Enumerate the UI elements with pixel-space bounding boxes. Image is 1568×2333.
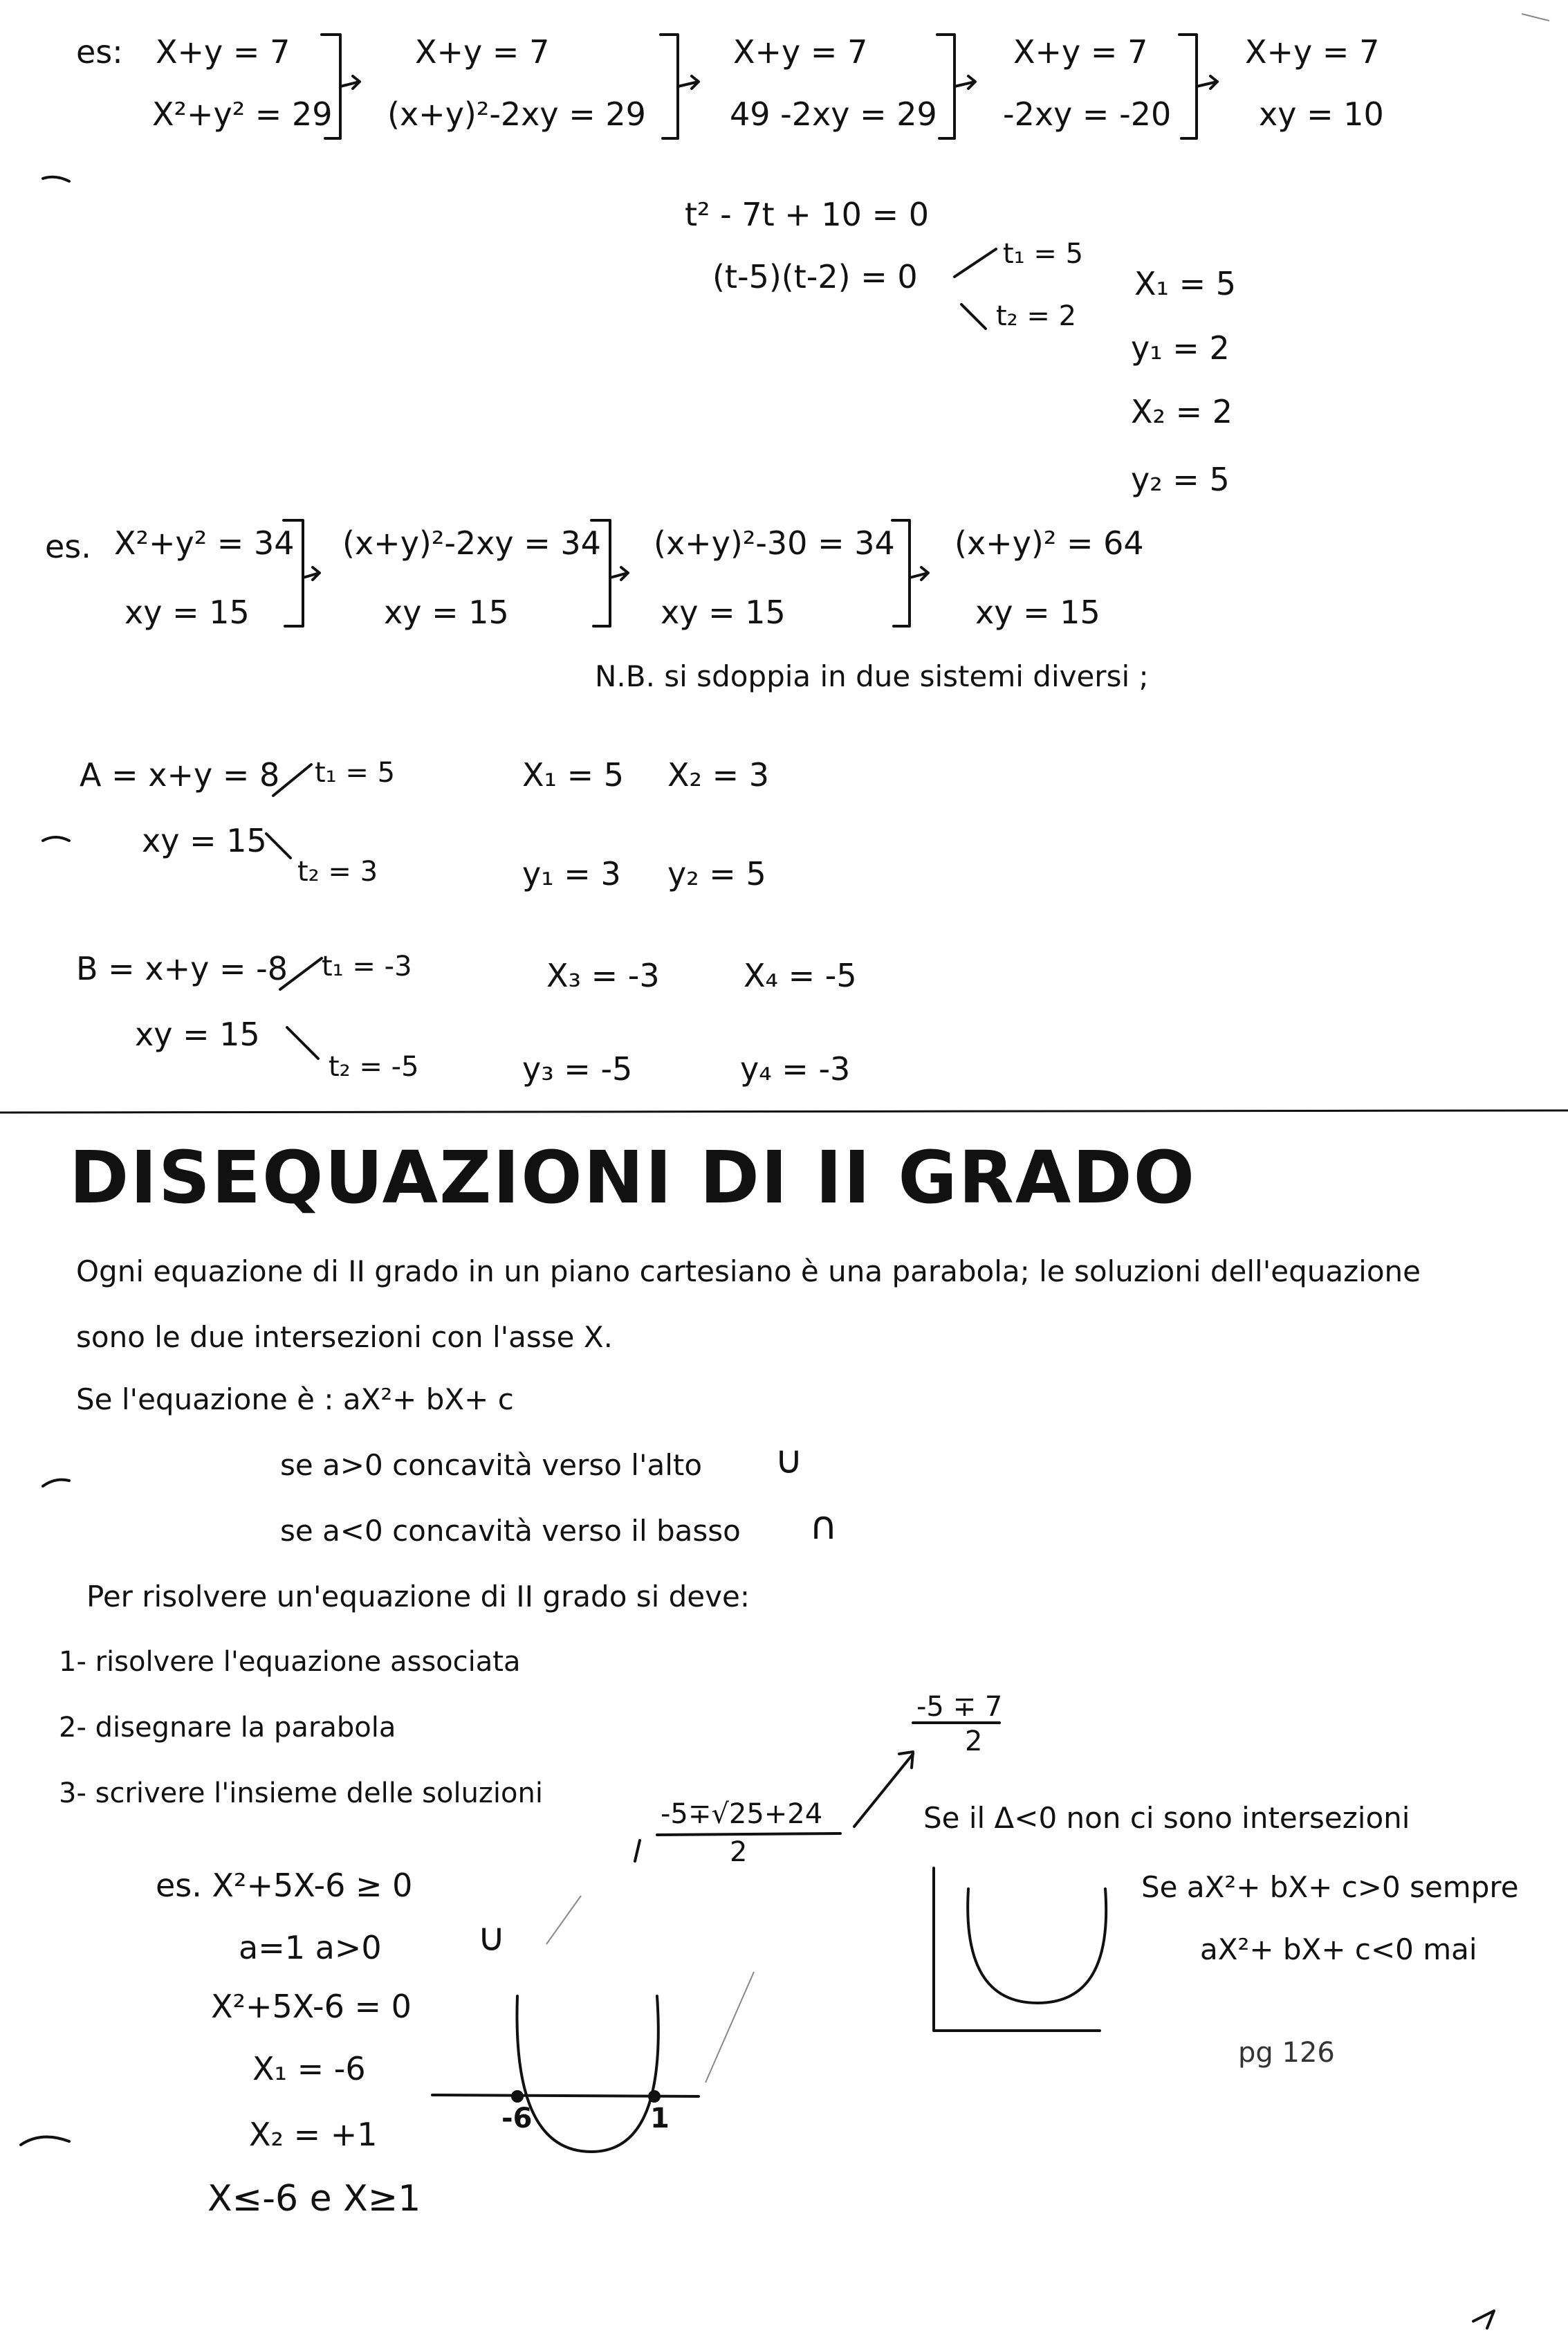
example-a-line: a=1 a>0 xyxy=(239,1929,382,1966)
ex1-s5-eq1: X+y = 7 xyxy=(1245,33,1380,71)
ex2-B-eq1: B = x+y = -8 xyxy=(76,950,288,987)
ex2-B-y3: y₃ = -5 xyxy=(522,1050,633,1088)
ex2-B-eq2: xy = 15 xyxy=(135,1016,260,1053)
cup-up-icon: ∪ xyxy=(775,1438,803,1483)
ex2-B-t1: t₁ = -3 xyxy=(322,951,412,982)
frac-arrow xyxy=(854,1752,913,1827)
root-label-right: 1 xyxy=(650,2103,670,2134)
example-inequality: es. X²+5X-6 ≥ 0 xyxy=(156,1867,413,1904)
delta-note: Se il Δ<0 non ci sono intersezioni xyxy=(923,1801,1410,1835)
example-associated-eq: X²+5X-6 = 0 xyxy=(211,1988,412,2025)
ex2-label: es. xyxy=(45,528,91,565)
ex1-quadratic: t² - 7t + 10 = 0 xyxy=(685,196,929,233)
example-result: X≤-6 e X≥1 xyxy=(207,2178,421,2220)
ex1-s4-eq2: -2xy = -20 xyxy=(1003,95,1172,133)
ex2-s4-eq1: (x+y)² = 64 xyxy=(954,524,1144,562)
ex2-A-y1: y₁ = 3 xyxy=(522,855,621,893)
branch-down-1 xyxy=(961,304,986,329)
ex2-A-eq1: A = x+y = 8 xyxy=(80,756,280,794)
ex1-t1: t₁ = 5 xyxy=(1003,238,1084,270)
ex2-A-t2: t₂ = 3 xyxy=(297,856,378,888)
steps-intro: Per risolvere un'equazione di II grado si deve: xyxy=(86,1580,750,1613)
always-positive: Se aX²+ bX+ c>0 sempre xyxy=(1141,1870,1519,1904)
ex1-x1: X₁ = 5 xyxy=(1134,265,1237,302)
cup-down-icon: ∩ xyxy=(809,1503,838,1548)
ex1-s2-eq1: X+y = 7 xyxy=(415,33,550,71)
ex1-s1-eq2: X²+y² = 29 xyxy=(152,95,333,133)
fraction-top-numerator: -5 ∓ 7 xyxy=(916,1691,1003,1723)
a-positive-rule: se a>0 concavità verso l'alto xyxy=(280,1448,703,1482)
stray-line-2 xyxy=(546,1896,581,1944)
frac-tick-left xyxy=(635,1840,640,1861)
ex2-A-eq2: xy = 15 xyxy=(142,822,267,859)
fraction-mid-denominator: 2 xyxy=(730,1836,748,1868)
intro-line-2: sono le due intersezioni con l'asse X. xyxy=(76,1320,613,1354)
x-axis-example xyxy=(432,2095,699,2096)
ex2-A-t1: t₁ = 5 xyxy=(315,757,396,789)
ex2-A-x2: X₂ = 3 xyxy=(667,756,770,794)
step-3: 3- scrivere l'insieme delle soluzioni xyxy=(59,1777,543,1809)
ex1-y2: y₂ = 5 xyxy=(1131,461,1230,498)
root-label-left: -6 xyxy=(501,2103,533,2134)
ex1-label: es: xyxy=(76,33,123,71)
step-1: 1- risolvere l'equazione associata xyxy=(59,1646,521,1678)
ex2-B-y4: y₄ = -3 xyxy=(740,1050,851,1088)
corner-mark-top xyxy=(1522,14,1549,21)
branch-down-B xyxy=(287,1027,318,1059)
arrow-3 xyxy=(954,76,975,89)
ex1-y1: y₁ = 2 xyxy=(1131,329,1230,367)
ex1-factored: (t-5)(t-2) = 0 xyxy=(712,258,918,295)
a-negative-rule: se a<0 concavità verso il basso xyxy=(280,1514,741,1548)
intro-line-1: Ogni equazione di II grado in un piano cartesiano è una parabola; le soluzioni dell'equazione xyxy=(76,1254,1421,1288)
arrow-7 xyxy=(910,567,928,580)
ex1-s3-eq2: 49 -2xy = 29 xyxy=(730,95,937,133)
step-2: 2- disegnare la parabola xyxy=(59,1712,396,1744)
section-title: DISEQUAZIONI DI II GRADO xyxy=(69,1135,1197,1220)
ex1-x2: X₂ = 2 xyxy=(1131,393,1233,430)
delta-parabola xyxy=(968,1889,1106,2003)
example-x2: X₂ = +1 xyxy=(249,2116,378,2153)
delta-axis xyxy=(934,1868,1100,2031)
page-reference: pg 126 xyxy=(1238,2037,1335,2069)
example-parabola xyxy=(517,1996,658,2152)
never-negative: aX²+ bX+ c<0 mai xyxy=(1200,1932,1477,1966)
ex2-B-x3: X₃ = -3 xyxy=(546,957,660,994)
stray-line xyxy=(705,1972,754,2083)
branch-down-A xyxy=(266,834,290,858)
ex2-A-x1: X₁ = 5 xyxy=(522,756,625,794)
root-point-right xyxy=(648,2090,661,2103)
example-x1: X₁ = -6 xyxy=(252,2050,366,2087)
ex2-B-x4: X₄ = -5 xyxy=(744,957,857,994)
example-cup-icon: ∪ xyxy=(477,1915,506,1960)
arrow-1 xyxy=(340,76,360,89)
fraction-top-denominator: 2 xyxy=(965,1726,983,1757)
bracket-2 xyxy=(661,35,678,138)
ex2-s2-eq1: (x+y)²-2xy = 34 xyxy=(342,524,601,562)
ex1-s1-eq1: X+y = 7 xyxy=(156,33,290,71)
if-equation: Se l'equazione è : aX²+ bX+ c xyxy=(76,1382,514,1416)
ex2-s3-eq2: xy = 15 xyxy=(661,594,786,631)
ex2-s1-eq2: xy = 15 xyxy=(124,594,250,631)
ex2-s3-eq1: (x+y)²-30 = 34 xyxy=(654,524,895,562)
ex2-nb-note: N.B. si sdoppia in due sistemi diversi ; xyxy=(595,659,1149,693)
arrow-4 xyxy=(1197,76,1217,89)
bracket-4 xyxy=(1179,35,1197,138)
ex1-t2: t₂ = 2 xyxy=(996,300,1077,332)
bracket-3 xyxy=(937,35,954,138)
ex1-s5-eq2: xy = 10 xyxy=(1259,95,1384,133)
fraction-mid-numerator: -5∓√25+24 xyxy=(661,1798,823,1830)
margin-mark-1 xyxy=(43,177,69,181)
branch-up-1 xyxy=(954,249,996,277)
ex2-B-t2: t₂ = -5 xyxy=(329,1051,419,1083)
margin-mark-2 xyxy=(43,837,69,841)
ex1-s3-eq1: X+y = 7 xyxy=(733,33,868,71)
ex1-s4-eq1: X+y = 7 xyxy=(1013,33,1148,71)
ex2-s2-eq2: xy = 15 xyxy=(384,594,509,631)
ex2-s4-eq2: xy = 15 xyxy=(975,594,1100,631)
ex2-s1-eq1: X²+y² = 34 xyxy=(114,524,295,562)
section-divider xyxy=(0,1110,1568,1113)
ex1-s2-eq2: (x+y)²-2xy = 29 xyxy=(387,95,646,133)
arrow-5 xyxy=(303,567,320,580)
ex2-A-y2: y₂ = 5 xyxy=(667,855,766,893)
margin-mark-3 xyxy=(43,1480,69,1486)
corner-mark-bottom xyxy=(1473,2311,1494,2328)
arrow-2 xyxy=(678,76,699,89)
root-point-left xyxy=(511,2090,524,2103)
arrow-6 xyxy=(610,567,628,580)
margin-mark-4 xyxy=(21,2137,69,2145)
fraction-bar-mid xyxy=(657,1833,840,1835)
